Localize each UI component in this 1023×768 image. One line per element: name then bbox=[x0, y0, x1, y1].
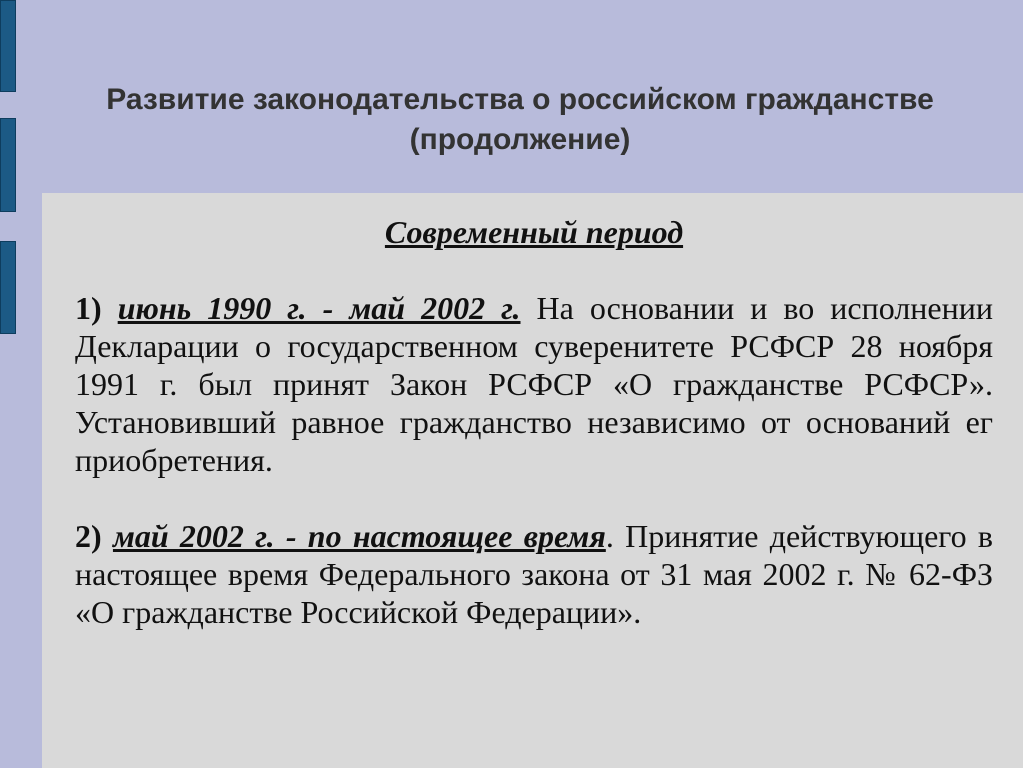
list-item bbox=[75, 289, 993, 479]
decorative-side-bar-top bbox=[0, 0, 16, 92]
slide-title: Развитие законодательства о российском гражданстве (продолжение) bbox=[106, 83, 934, 156]
decorative-side-bar-bottom bbox=[0, 241, 16, 334]
item-text: На основании и во исполнении Декларации о государственном суверенитете РСФСР 28 ноября 1991 г. был принят Закон РСФСР «О гражданстве РСФСР». Установивший равное гражданство независимо от оснований ег приобретения. bbox=[75, 290, 994, 478]
list-item bbox=[75, 517, 993, 631]
item-number: 1) bbox=[75, 290, 102, 326]
content-body bbox=[75, 213, 993, 669]
content-panel bbox=[42, 193, 1023, 768]
section-subtitle: Современный период bbox=[384, 214, 684, 250]
item-period: июнь 1990 г. - май 2002 г. bbox=[117, 290, 521, 326]
item-number: 2) bbox=[75, 518, 102, 554]
decorative-side-bar-middle bbox=[0, 118, 16, 212]
item-period: май 2002 г. - по настоящее время bbox=[112, 518, 606, 554]
item-period-suffix: . bbox=[605, 518, 614, 554]
item-text: Принятие действующего в настоящее время Федерального закона от 31 мая 2002 г. № 62-ФЗ «О гражданстве Российской Федерации». bbox=[75, 518, 994, 630]
